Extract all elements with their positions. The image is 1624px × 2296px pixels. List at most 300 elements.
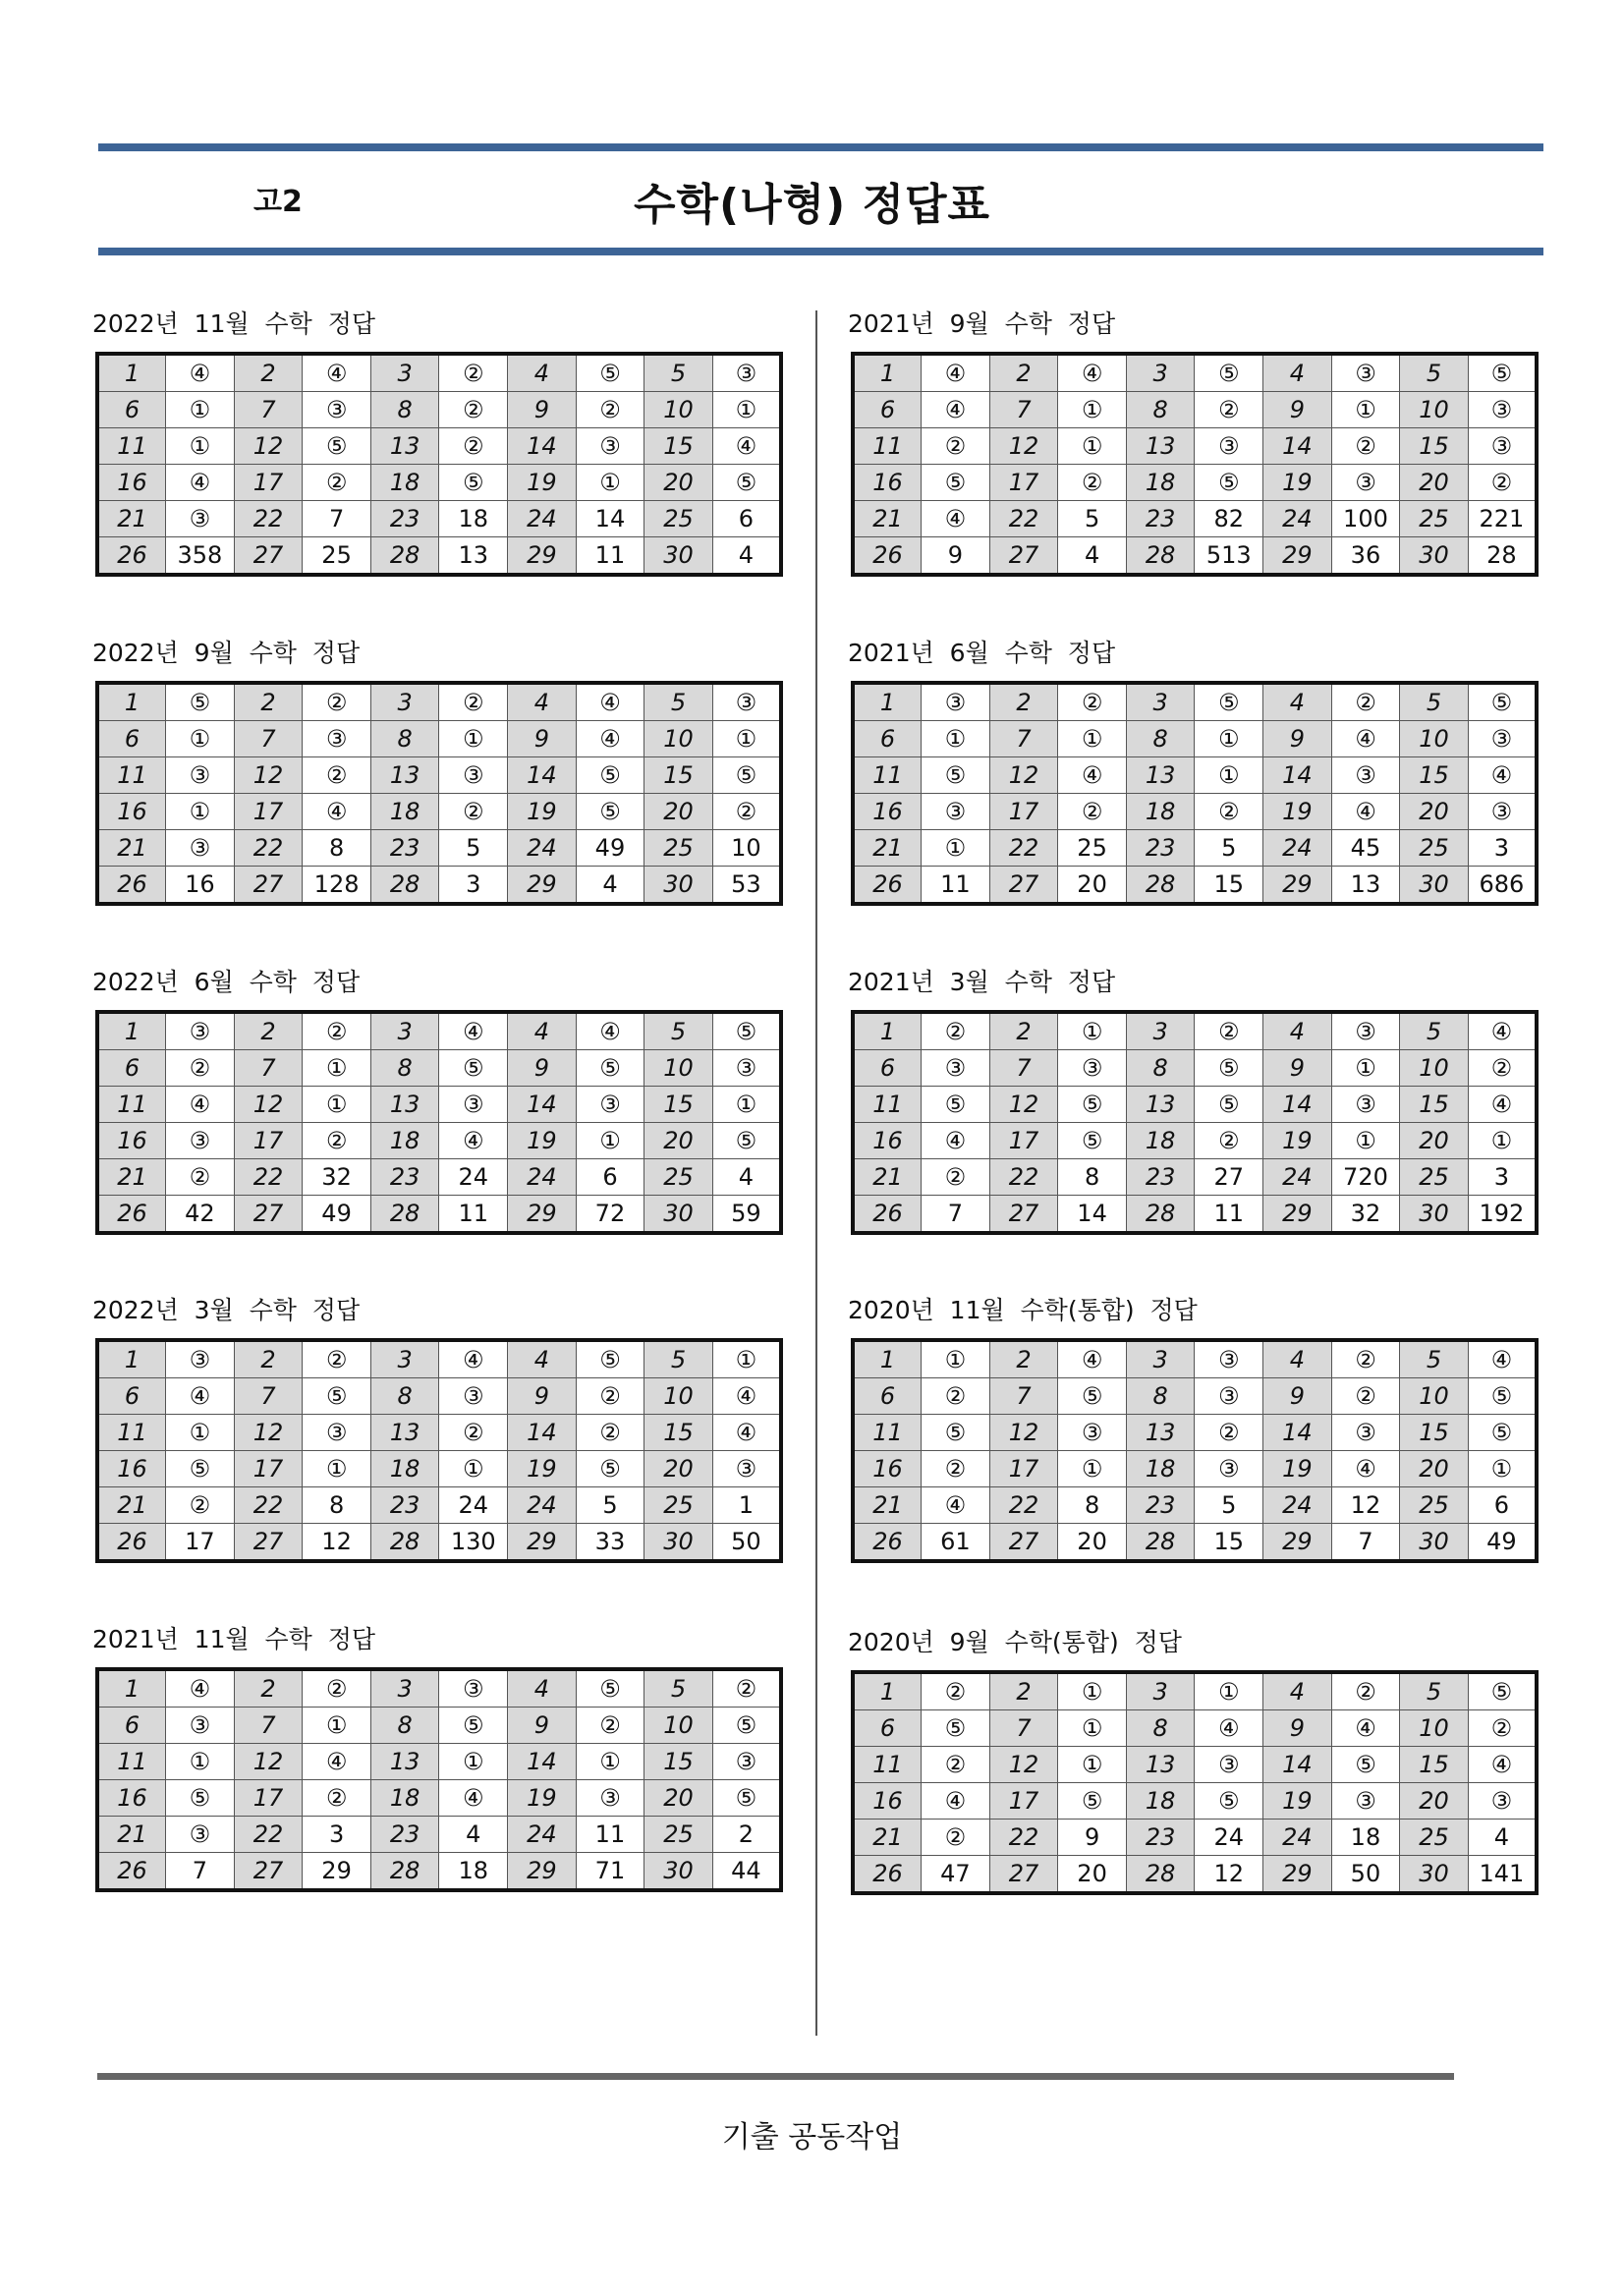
section-title: 2020년 9월 수학(통합) 정답: [848, 1628, 1182, 1656]
answer-value: ②: [1058, 794, 1127, 830]
question-number: 1: [853, 683, 922, 721]
answer-value: ②: [576, 1708, 644, 1744]
question-number: 12: [989, 1415, 1058, 1451]
answer-table: [95, 1338, 783, 1563]
table-row: [97, 1012, 781, 1050]
answer-value: ③: [712, 1050, 781, 1087]
question-number: 10: [1400, 721, 1469, 757]
answer-value: ⑤: [576, 1050, 644, 1087]
question-number: 23: [1126, 1159, 1195, 1196]
answer-value: ③: [439, 1087, 508, 1123]
question-number: 14: [1263, 428, 1332, 465]
answer-value: 5: [1195, 830, 1263, 867]
answer-value: ①: [1058, 721, 1127, 757]
question-number: 14: [1263, 757, 1332, 794]
question-number: 16: [97, 1780, 166, 1817]
answer-value: ④: [922, 1783, 990, 1820]
answer-value: 49: [303, 1196, 371, 1234]
answer-value: ④: [1468, 757, 1537, 794]
question-number: 30: [644, 1524, 713, 1562]
answer-value: 5: [1058, 501, 1127, 537]
answer-value: 2: [712, 1817, 781, 1853]
question-number: 20: [1400, 465, 1469, 501]
question-number: 29: [508, 1524, 577, 1562]
question-number: 14: [508, 757, 577, 794]
question-number: 24: [508, 830, 577, 867]
question-number: 23: [370, 1159, 439, 1196]
answer-value: ⑤: [576, 1451, 644, 1487]
answer-value: ⑤: [166, 1780, 235, 1817]
question-number: 3: [1126, 683, 1195, 721]
answer-value: 50: [712, 1524, 781, 1562]
header-rule-top: [98, 143, 1543, 151]
question-number: 28: [1126, 867, 1195, 905]
answer-value: ⑤: [1195, 683, 1263, 721]
answer-value: ②: [439, 392, 508, 428]
answer-value: ②: [303, 1669, 371, 1708]
answer-table: [95, 681, 783, 906]
question-number: 27: [234, 867, 303, 905]
answer-value: 33: [576, 1524, 644, 1562]
question-number: 23: [370, 501, 439, 537]
answer-table: [851, 1670, 1539, 1895]
question-number: 16: [853, 1123, 922, 1159]
question-number: 14: [508, 1087, 577, 1123]
question-number: 24: [1263, 1159, 1332, 1196]
answer-value: ②: [1195, 1415, 1263, 1451]
question-number: 5: [644, 354, 713, 392]
question-number: 20: [644, 794, 713, 830]
answer-value: 4: [1058, 537, 1127, 576]
question-number: 13: [1126, 757, 1195, 794]
question-number: 18: [370, 1780, 439, 1817]
answer-value: ①: [303, 1451, 371, 1487]
answer-section: [92, 636, 783, 906]
answer-value: ⑤: [1195, 1050, 1263, 1087]
answer-value: ③: [1468, 721, 1537, 757]
table-row: [97, 428, 781, 465]
question-number: 11: [853, 428, 922, 465]
answer-value: ②: [303, 1012, 371, 1050]
question-number: 12: [234, 1415, 303, 1451]
answer-value: ②: [922, 1159, 990, 1196]
answer-value: ④: [166, 1669, 235, 1708]
question-number: 19: [508, 794, 577, 830]
table-row: [853, 757, 1537, 794]
table-row: [97, 1524, 781, 1562]
answer-value: ④: [1195, 1710, 1263, 1747]
question-number: 30: [644, 537, 713, 576]
question-number: 29: [1263, 537, 1332, 576]
answer-value: ③: [1058, 1415, 1127, 1451]
question-number: 5: [1400, 683, 1469, 721]
answer-value: ④: [1468, 1012, 1537, 1050]
page-title: 수학(나형) 정답표: [633, 180, 991, 230]
question-number: 16: [97, 1451, 166, 1487]
question-number: 6: [97, 1050, 166, 1087]
question-number: 11: [853, 1747, 922, 1783]
answer-value: ⑤: [1058, 1123, 1127, 1159]
answer-value: ⑤: [1468, 1378, 1537, 1415]
question-number: 10: [644, 392, 713, 428]
answer-value: ②: [1468, 1710, 1537, 1747]
question-number: 28: [370, 1196, 439, 1234]
question-number: 13: [1126, 1415, 1195, 1451]
question-number: 9: [508, 721, 577, 757]
answer-value: ④: [1468, 1340, 1537, 1378]
question-number: 6: [853, 721, 922, 757]
answer-value: 12: [303, 1524, 371, 1562]
table-row: [853, 537, 1537, 576]
question-number: 15: [644, 1415, 713, 1451]
answer-value: ①: [439, 1744, 508, 1780]
question-number: 20: [644, 1451, 713, 1487]
question-number: 22: [234, 1817, 303, 1853]
question-number: 3: [370, 354, 439, 392]
answer-value: 29: [303, 1853, 371, 1891]
question-number: 11: [97, 1415, 166, 1451]
question-number: 6: [853, 1050, 922, 1087]
question-number: 15: [1400, 1747, 1469, 1783]
answer-value: 11: [439, 1196, 508, 1234]
answer-value: 20: [1058, 867, 1127, 905]
answer-value: ②: [1468, 1050, 1537, 1087]
question-number: 30: [644, 867, 713, 905]
question-number: 18: [1126, 1123, 1195, 1159]
question-number: 7: [989, 1050, 1058, 1087]
answer-value: 7: [303, 501, 371, 537]
answer-value: 17: [166, 1524, 235, 1562]
question-number: 8: [370, 1378, 439, 1415]
answer-value: ①: [439, 721, 508, 757]
question-number: 12: [234, 428, 303, 465]
answer-value: ④: [1331, 1451, 1400, 1487]
question-number: 30: [644, 1853, 713, 1891]
question-number: 4: [1263, 1340, 1332, 1378]
question-number: 24: [1263, 1487, 1332, 1524]
question-number: 1: [853, 1340, 922, 1378]
answer-value: 3: [1468, 1159, 1537, 1196]
answer-value: 25: [303, 537, 371, 576]
answer-value: ①: [166, 721, 235, 757]
question-number: 6: [97, 1378, 166, 1415]
answer-table: [95, 352, 783, 577]
table-row: [853, 1087, 1537, 1123]
answer-value: ③: [712, 1744, 781, 1780]
question-number: 3: [1126, 1672, 1195, 1710]
question-number: 28: [1126, 1856, 1195, 1894]
answer-value: ③: [1331, 465, 1400, 501]
question-number: 27: [989, 1196, 1058, 1234]
table-row: [853, 392, 1537, 428]
table-row: [97, 1159, 781, 1196]
answer-value: ⑤: [166, 683, 235, 721]
question-number: 3: [1126, 354, 1195, 392]
table-row: [853, 1012, 1537, 1050]
answer-value: 82: [1195, 501, 1263, 537]
answer-value: ③: [1195, 1451, 1263, 1487]
answer-value: 4: [439, 1817, 508, 1853]
question-number: 12: [989, 757, 1058, 794]
answer-value: ①: [922, 1340, 990, 1378]
question-number: 2: [989, 1012, 1058, 1050]
answer-value: 11: [576, 1817, 644, 1853]
answer-value: ②: [303, 683, 371, 721]
table-row: [853, 1487, 1537, 1524]
question-number: 29: [1263, 867, 1332, 905]
question-number: 29: [508, 1853, 577, 1891]
question-number: 15: [1400, 1415, 1469, 1451]
answer-value: 18: [1331, 1820, 1400, 1856]
answer-value: ①: [1195, 1672, 1263, 1710]
table-row: [853, 1524, 1537, 1562]
question-number: 13: [1126, 1087, 1195, 1123]
question-number: 27: [989, 1856, 1058, 1894]
answer-value: 36: [1331, 537, 1400, 576]
answer-value: ⑤: [1058, 1087, 1127, 1123]
answer-value: ③: [712, 354, 781, 392]
answer-value: ④: [439, 1123, 508, 1159]
question-number: 2: [989, 354, 1058, 392]
question-number: 25: [644, 830, 713, 867]
answer-value: 1: [712, 1487, 781, 1524]
table-row: [97, 1451, 781, 1487]
answer-value: ⑤: [922, 757, 990, 794]
answer-value: 4: [576, 867, 644, 905]
answer-value: ③: [922, 683, 990, 721]
question-number: 10: [1400, 1378, 1469, 1415]
table-row: [97, 1487, 781, 1524]
answer-value: ④: [303, 354, 371, 392]
question-number: 23: [370, 830, 439, 867]
question-number: 25: [1400, 830, 1469, 867]
question-number: 8: [1126, 721, 1195, 757]
question-number: 24: [508, 1159, 577, 1196]
table-row: [853, 1451, 1537, 1487]
question-number: 25: [1400, 1487, 1469, 1524]
question-number: 26: [853, 1856, 922, 1894]
answer-value: ⑤: [1468, 1415, 1537, 1451]
answer-value: ①: [439, 1451, 508, 1487]
question-number: 13: [370, 1415, 439, 1451]
answer-value: ④: [576, 1012, 644, 1050]
question-number: 28: [370, 537, 439, 576]
answer-value: ②: [1331, 683, 1400, 721]
question-number: 18: [370, 1123, 439, 1159]
answer-value: ③: [1195, 1747, 1263, 1783]
question-number: 19: [1263, 1783, 1332, 1820]
question-number: 2: [989, 1340, 1058, 1378]
table-row: [853, 1159, 1537, 1196]
answer-value: 42: [166, 1196, 235, 1234]
answer-value: ④: [1058, 1340, 1127, 1378]
question-number: 21: [853, 1159, 922, 1196]
answer-value: ②: [166, 1159, 235, 1196]
question-number: 22: [234, 1487, 303, 1524]
answer-value: 50: [1331, 1856, 1400, 1894]
answer-value: 11: [922, 867, 990, 905]
question-number: 8: [1126, 1050, 1195, 1087]
question-number: 6: [97, 392, 166, 428]
question-number: 19: [508, 1123, 577, 1159]
question-number: 1: [97, 354, 166, 392]
answer-value: 24: [439, 1159, 508, 1196]
question-number: 25: [1400, 501, 1469, 537]
answer-value: ①: [922, 721, 990, 757]
table-row: [853, 1856, 1537, 1894]
answer-value: ④: [922, 1123, 990, 1159]
answer-value: ①: [1195, 721, 1263, 757]
answer-value: ⑤: [922, 1087, 990, 1123]
question-number: 3: [1126, 1340, 1195, 1378]
question-number: 9: [1263, 721, 1332, 757]
answer-value: ③: [1331, 1012, 1400, 1050]
answer-value: 5: [439, 830, 508, 867]
answer-value: ②: [1195, 1123, 1263, 1159]
question-number: 26: [97, 867, 166, 905]
question-number: 12: [234, 757, 303, 794]
question-number: 17: [234, 1123, 303, 1159]
answer-table: [95, 1667, 783, 1892]
table-row: [97, 830, 781, 867]
question-number: 28: [1126, 1524, 1195, 1562]
question-number: 7: [989, 392, 1058, 428]
answer-value: 11: [1195, 1196, 1263, 1234]
question-number: 27: [989, 537, 1058, 576]
section-title: 2022년 3월 수학 정답: [92, 1296, 361, 1324]
answer-value: 9: [1058, 1820, 1127, 1856]
answer-value: ⑤: [922, 1415, 990, 1451]
answer-value: ②: [922, 428, 990, 465]
question-number: 9: [508, 392, 577, 428]
answer-value: ②: [1468, 465, 1537, 501]
question-number: 16: [853, 794, 922, 830]
answer-value: 10: [712, 830, 781, 867]
answer-value: ③: [166, 1817, 235, 1853]
answer-value: 720: [1331, 1159, 1400, 1196]
question-number: 5: [644, 683, 713, 721]
answer-value: 686: [1468, 867, 1537, 905]
question-number: 21: [97, 1817, 166, 1853]
section-title: 2022년 6월 수학 정답: [92, 968, 361, 996]
question-number: 7: [989, 1710, 1058, 1747]
table-row: [97, 1087, 781, 1123]
answer-value: ⑤: [576, 794, 644, 830]
question-number: 3: [370, 1340, 439, 1378]
question-number: 16: [853, 465, 922, 501]
answer-value: ④: [922, 1487, 990, 1524]
answer-value: ③: [922, 1050, 990, 1087]
answer-value: 6: [712, 501, 781, 537]
question-number: 13: [370, 1087, 439, 1123]
question-number: 9: [508, 1378, 577, 1415]
answer-value: 7: [1331, 1524, 1400, 1562]
answer-value: ④: [1058, 354, 1127, 392]
answer-value: ②: [922, 1451, 990, 1487]
answer-value: ②: [922, 1012, 990, 1050]
answer-value: ①: [166, 794, 235, 830]
question-number: 16: [853, 1451, 922, 1487]
answer-value: 5: [1195, 1487, 1263, 1524]
answer-value: ②: [576, 392, 644, 428]
question-number: 2: [234, 354, 303, 392]
answer-value: 12: [1195, 1856, 1263, 1894]
question-number: 12: [234, 1744, 303, 1780]
answer-value: ①: [1331, 392, 1400, 428]
question-number: 24: [508, 1487, 577, 1524]
answer-value: ④: [303, 1744, 371, 1780]
question-number: 19: [1263, 794, 1332, 830]
question-number: 18: [370, 465, 439, 501]
table-row: [853, 465, 1537, 501]
answer-value: ⑤: [712, 757, 781, 794]
answer-value: 4: [712, 537, 781, 576]
answer-value: ③: [303, 1415, 371, 1451]
question-number: 1: [97, 1012, 166, 1050]
question-number: 4: [508, 1340, 577, 1378]
question-number: 10: [1400, 1050, 1469, 1087]
question-number: 5: [644, 1340, 713, 1378]
answer-value: ②: [922, 1378, 990, 1415]
answer-value: ⑤: [1468, 683, 1537, 721]
answer-value: 44: [712, 1853, 781, 1891]
table-row: [97, 1050, 781, 1087]
question-number: 28: [370, 1853, 439, 1891]
answer-value: ①: [1058, 1672, 1127, 1710]
answer-value: ①: [1195, 757, 1263, 794]
table-row: [853, 683, 1537, 721]
question-number: 26: [97, 1853, 166, 1891]
question-number: 23: [1126, 830, 1195, 867]
table-row: [97, 465, 781, 501]
answer-value: ②: [303, 1780, 371, 1817]
answer-value: 3: [303, 1817, 371, 1853]
table-row: [97, 1123, 781, 1159]
answer-value: ③: [1331, 1087, 1400, 1123]
question-number: 27: [234, 1196, 303, 1234]
question-number: 17: [989, 465, 1058, 501]
answer-value: ①: [303, 1050, 371, 1087]
answer-value: ②: [1331, 1672, 1400, 1710]
answer-value: ⑤: [712, 1012, 781, 1050]
answer-value: ①: [1468, 1451, 1537, 1487]
question-number: 1: [853, 1672, 922, 1710]
question-number: 20: [1400, 1451, 1469, 1487]
question-number: 22: [989, 1159, 1058, 1196]
question-number: 17: [989, 794, 1058, 830]
column-divider: [815, 310, 817, 2036]
question-number: 1: [97, 1669, 166, 1708]
question-number: 25: [644, 1487, 713, 1524]
question-number: 12: [234, 1087, 303, 1123]
question-number: 6: [853, 1378, 922, 1415]
footer-rule: [97, 2073, 1454, 2080]
question-number: 14: [1263, 1087, 1332, 1123]
answer-value: 5: [576, 1487, 644, 1524]
table-row: [853, 1820, 1537, 1856]
question-number: 19: [508, 1451, 577, 1487]
answer-value: ④: [576, 721, 644, 757]
answer-value: ③: [1468, 392, 1537, 428]
question-number: 26: [853, 1196, 922, 1234]
answer-value: ①: [166, 1415, 235, 1451]
question-number: 10: [1400, 1710, 1469, 1747]
answer-value: ⑤: [1468, 1672, 1537, 1710]
answer-value: ①: [1331, 1050, 1400, 1087]
question-number: 4: [1263, 1012, 1332, 1050]
question-number: 10: [1400, 392, 1469, 428]
answer-value: 18: [439, 501, 508, 537]
